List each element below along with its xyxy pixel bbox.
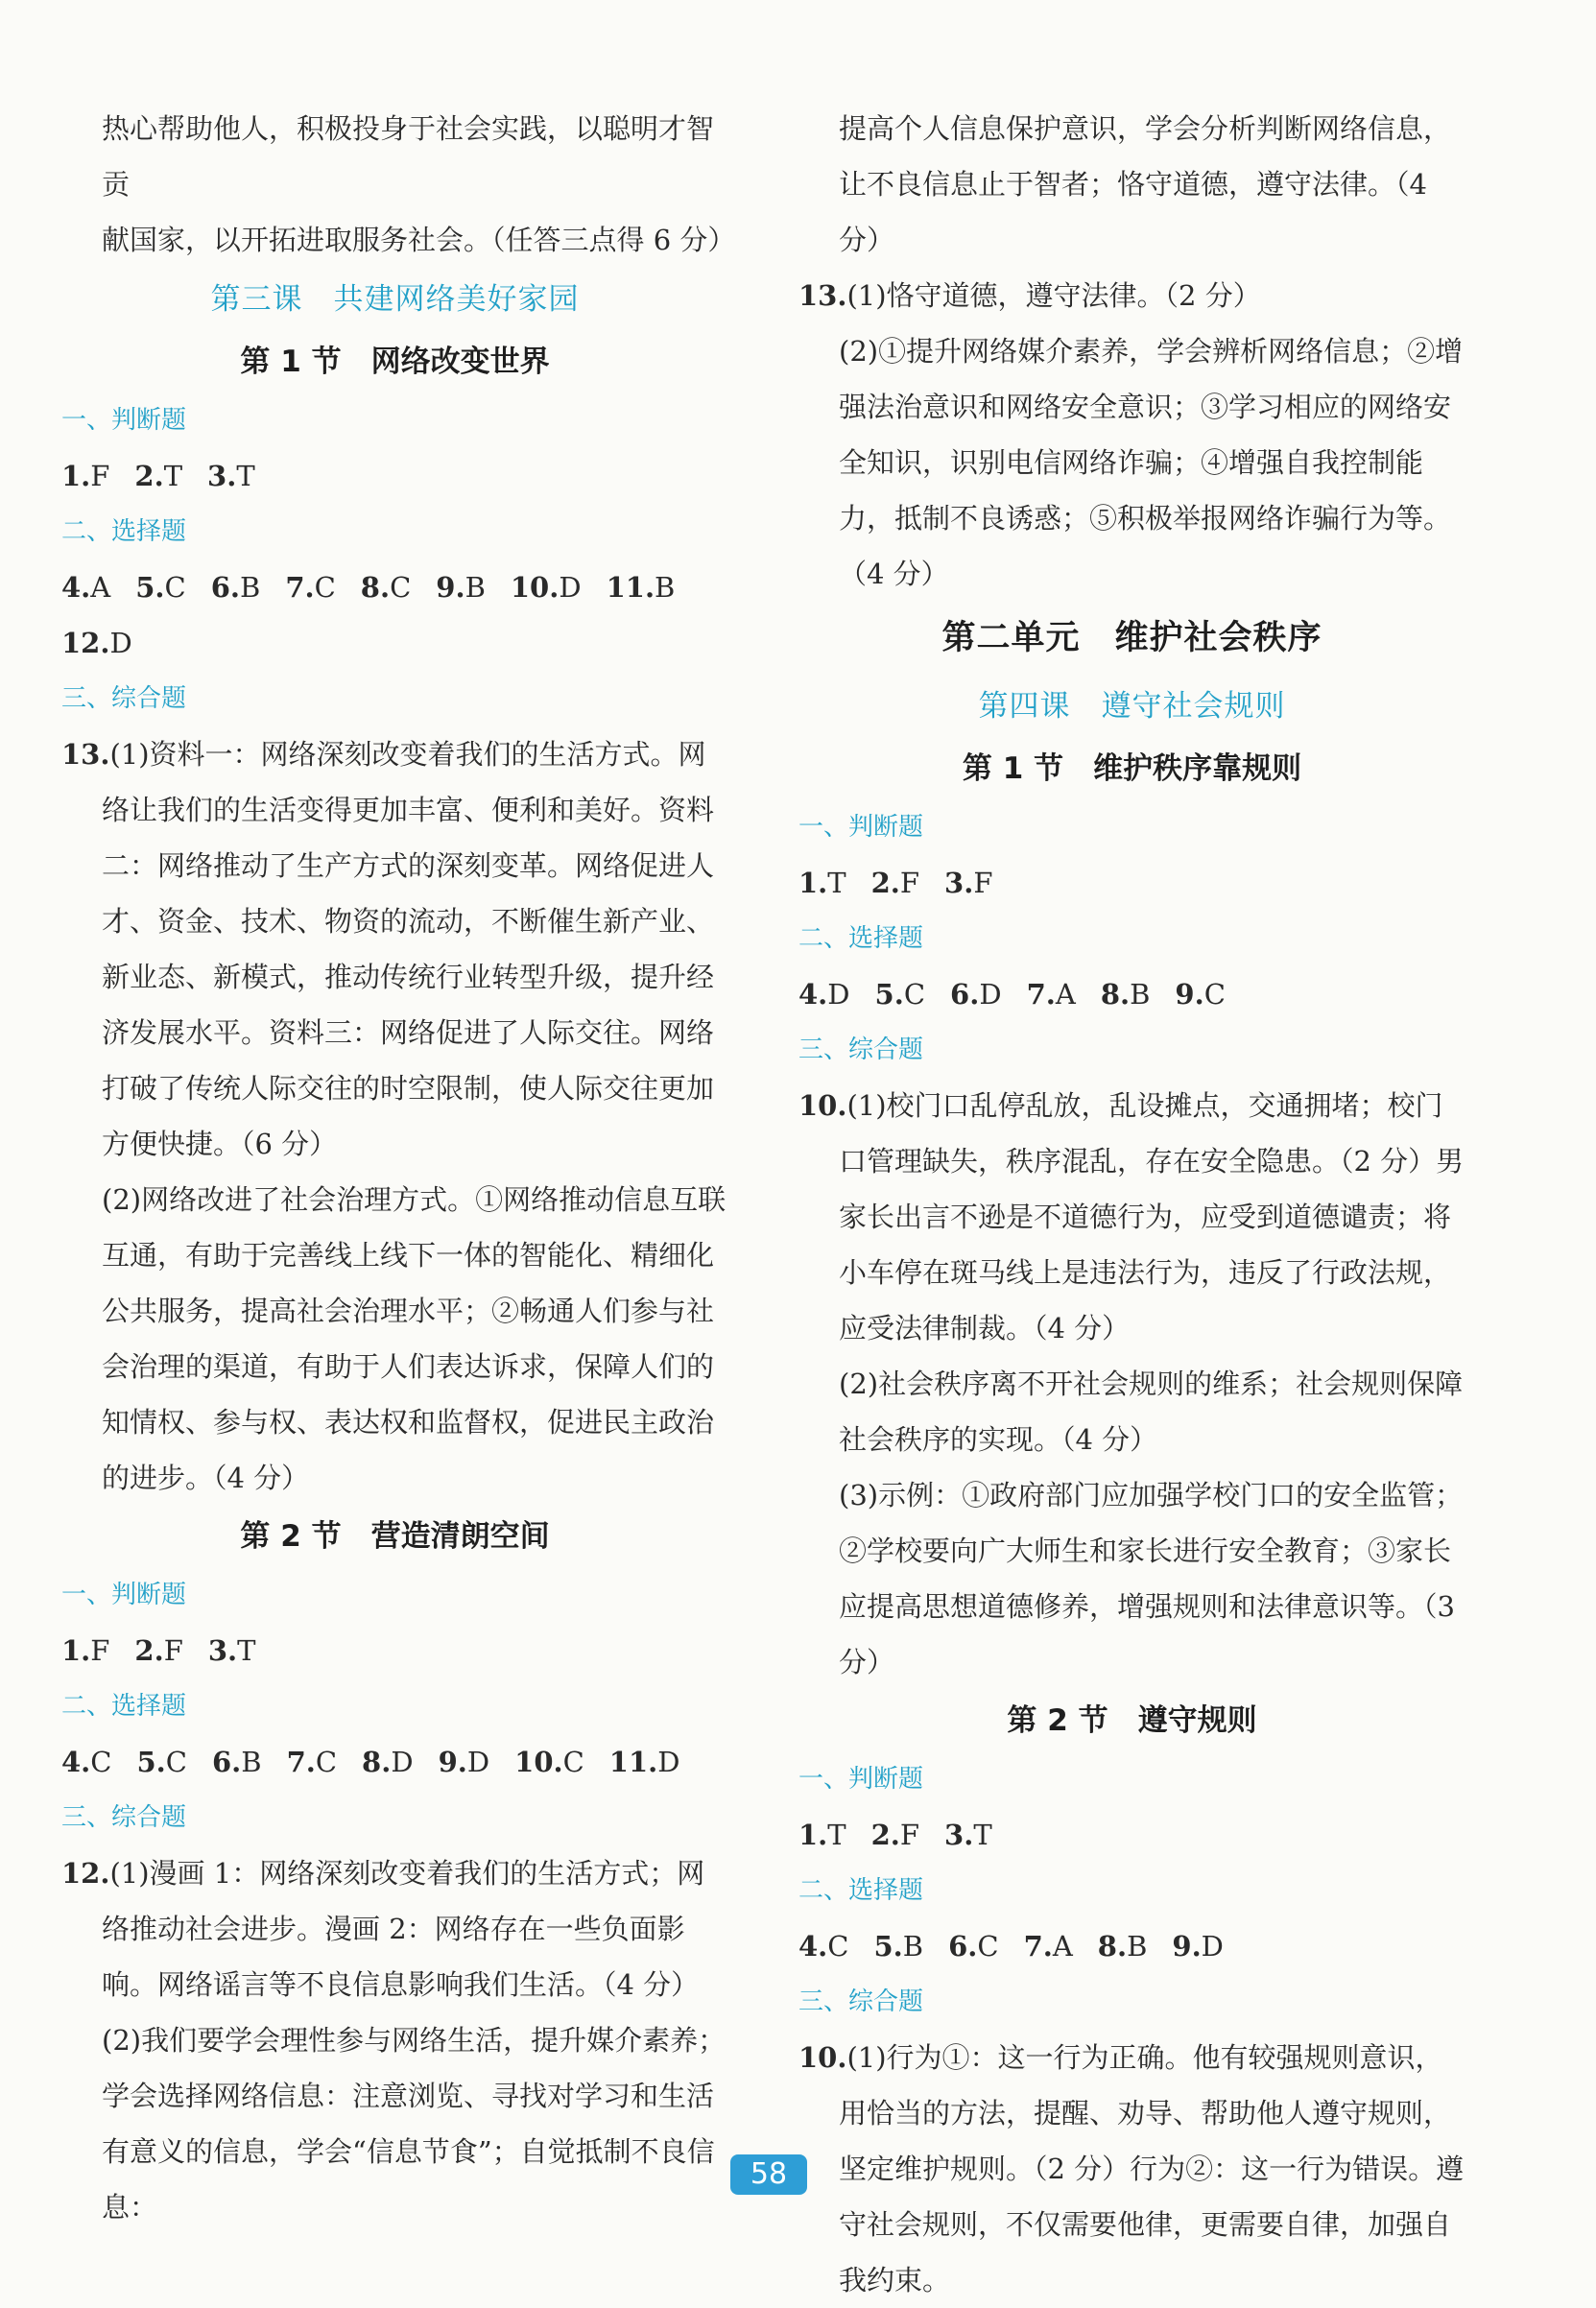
question-number: 10. <box>798 1089 847 1122</box>
category-choice: 二、选择题 <box>61 1692 187 1721</box>
answer-item <box>439 1746 490 1778</box>
answer-number: 2. <box>134 460 164 492</box>
answer-item <box>944 1819 992 1851</box>
question-13-part2: (2)网络改进了社会治理方式。①网络推动信息互联互通，有助于完善线上线下一体的智能化、精细化公共服务，提高社会治理水平；②畅通人们参与社会治理的渠道，有助于人们表达诉求，保障人们的知情权、参与权、表达权和监督权，促进民主政治的进步。（4 分） <box>102 1183 727 1494</box>
answer-letter: T <box>237 1634 256 1667</box>
answer-letter: B <box>1130 978 1151 1011</box>
judge-answers <box>798 1807 1465 1863</box>
category-judge: 一、判断题 <box>61 406 187 435</box>
answer-letter: C <box>165 1746 187 1778</box>
answer-number: 4. <box>798 1930 828 1963</box>
page-number: 58 <box>730 2154 807 2195</box>
answer-number: 8. <box>1097 1930 1128 1963</box>
answer-item <box>1101 978 1151 1011</box>
answer-number: 10. <box>510 571 560 604</box>
answer-item <box>511 571 582 604</box>
answer-item <box>208 1634 256 1667</box>
question-number: 13. <box>798 279 847 312</box>
answer-number: 3. <box>944 1819 974 1851</box>
left-column <box>61 101 736 2235</box>
answer-letter: F <box>90 460 110 492</box>
question-number: 10. <box>798 2041 847 2074</box>
answer-item <box>950 978 1002 1011</box>
section-2-title: 第 2 节 营造清朗空间 <box>240 1519 550 1554</box>
choice-answers-cont <box>61 615 728 671</box>
answer-item <box>1172 1930 1224 1963</box>
question-number: 12. <box>61 1857 110 1890</box>
category-comprehensive: 三、综合题 <box>798 1987 924 2016</box>
answer-item <box>607 571 676 604</box>
question-10-part3: (3)示例：①政府部门应加强学校门口的安全监管；②学校要向广大师生和家长进行安全教育；③家长应提高思想道德修养，增强规则和法律意识等。（3 分） <box>839 1479 1464 1678</box>
answer-number: 6. <box>948 1930 978 1963</box>
answer-number: 7. <box>286 1746 316 1778</box>
answer-letter: T <box>236 460 255 492</box>
answer-item <box>944 867 992 899</box>
question-10-part2: (2)社会秩序离不开社会规则的维系；社会规则保障社会秩序的实现。（4 分） <box>839 1368 1464 1456</box>
answer-item <box>1098 1930 1148 1963</box>
answer-number: 4. <box>61 571 91 604</box>
answer-number: 11. <box>606 571 655 604</box>
answer-letter: C <box>827 1930 849 1963</box>
answer-number: 4. <box>798 978 828 1011</box>
unit-2-title: 第二单元 维护社会秩序 <box>941 619 1322 657</box>
answer-letter: C <box>90 1746 112 1778</box>
answer-letter: C <box>164 571 186 604</box>
answer-item <box>871 867 919 899</box>
choice-answers <box>61 559 728 615</box>
answer-item <box>873 1930 923 1963</box>
answer-letter: B <box>465 571 486 604</box>
answer-item <box>514 1746 584 1778</box>
answer-letter: T <box>973 1819 992 1851</box>
answer-item <box>211 571 261 604</box>
category-judge: 一、判断题 <box>798 1765 924 1794</box>
section-2-title: 第 2 节 遵守规则 <box>1007 1703 1257 1738</box>
answer-number: 5. <box>873 1930 903 1963</box>
right-column <box>798 101 1465 2308</box>
answer-item <box>798 978 850 1011</box>
choice-answers <box>61 1734 728 1790</box>
answer-letter: C <box>315 1746 338 1778</box>
answer-number: 9. <box>436 571 465 604</box>
answer-number: 7. <box>1026 978 1056 1011</box>
answer-number: 9. <box>1175 978 1204 1011</box>
answer-letter: T <box>827 867 846 899</box>
answer-letter: D <box>466 1746 490 1778</box>
judge-answers <box>61 448 728 504</box>
choice-answers <box>798 966 1465 1022</box>
answer-number: 2. <box>870 1819 900 1851</box>
answer-number: 5. <box>874 978 904 1011</box>
answer-letter: C <box>314 571 336 604</box>
answer-number: 7. <box>1023 1930 1053 1963</box>
answer-letter: F <box>899 1819 920 1851</box>
answer-item <box>798 1819 846 1851</box>
answer-number: 8. <box>360 571 391 604</box>
answer-item <box>871 1819 919 1851</box>
answer-number: 6. <box>210 571 240 604</box>
answer-item <box>798 867 846 899</box>
answer-number: 2. <box>870 867 900 899</box>
answer-letter: C <box>562 1746 584 1778</box>
answer-item <box>61 571 110 604</box>
lesson-3-title: 第三课 共建网络美好家园 <box>210 282 580 317</box>
answer-letter: F <box>899 867 920 899</box>
answer-letter: F <box>90 1634 110 1667</box>
choice-answers <box>798 1918 1465 1974</box>
answer-letter: C <box>390 571 412 604</box>
answer-item <box>1027 978 1076 1011</box>
section-1-title: 第 1 节 维护秩序靠规则 <box>962 751 1302 786</box>
answer-letter: A <box>90 571 111 604</box>
answer-item <box>61 460 109 492</box>
answer-item <box>136 1746 186 1778</box>
answer-item <box>362 1746 414 1778</box>
answer-letter: F <box>973 867 993 899</box>
question-10-part1: 10.(1)行为①：这一行为正确。他有较强规则意识，用恰当的方法，提醒、劝导、帮助他人遵守规则，坚定维护规则。（2 分）行为②：这一行为错误。遵守社会规则，不仅需要他律，更需要自律，加强自我约束。 <box>798 2041 1465 2296</box>
answer-item <box>285 571 335 604</box>
answer-item <box>875 978 925 1011</box>
answer-number: 3. <box>944 867 974 899</box>
answer-number: 3. <box>207 1634 238 1667</box>
question-13-part1: 13.(1)恪守道德，遵守法律。（2 分） <box>798 279 1261 312</box>
answer-letter: B <box>902 1930 924 1963</box>
answer-item <box>61 627 132 659</box>
answer-letter: T <box>827 1819 846 1851</box>
answer-letter: C <box>903 978 926 1011</box>
answer-item <box>134 1634 182 1667</box>
answer-item <box>1175 978 1225 1011</box>
answer-item <box>798 1930 848 1963</box>
answer-number: 9. <box>438 1746 467 1778</box>
answer-item <box>287 1746 337 1778</box>
answer-number: 8. <box>1100 978 1131 1011</box>
answer-letter: D <box>827 978 850 1011</box>
answer-letter: D <box>657 1746 680 1778</box>
category-choice: 二、选择题 <box>798 924 924 953</box>
answer-item <box>207 460 255 492</box>
answer-number: 6. <box>211 1746 242 1778</box>
answer-number: 6. <box>950 978 980 1011</box>
section-1-title: 第 1 节 网络改变世界 <box>240 345 550 379</box>
answer-number: 9. <box>1172 1930 1202 1963</box>
answer-item <box>212 1746 262 1778</box>
answer-letter: D <box>1201 1930 1224 1963</box>
continued-paragraph: 提高个人信息保护意识，学会分析判断网络信息，让不良信息止于智者；恪守道德，遵守法律。（4 分） <box>839 112 1452 256</box>
answer-number: 1. <box>798 1819 828 1851</box>
answer-item <box>436 571 486 604</box>
answer-item <box>61 1746 111 1778</box>
answer-number: 3. <box>207 460 237 492</box>
answer-item <box>1024 1930 1073 1963</box>
category-choice: 二、选择题 <box>798 1876 924 1905</box>
category-comprehensive: 三、综合题 <box>798 1035 924 1064</box>
answer-number: 5. <box>136 1746 166 1778</box>
answer-number: 5. <box>135 571 165 604</box>
answer-number: 1. <box>61 460 91 492</box>
judge-answers <box>798 855 1465 911</box>
answer-letter: D <box>109 627 132 659</box>
question-12-part2: (2)我们要学会理性参与网络生活，提升媒介素养；学会选择网络信息：注意浏览、寻找对学习和生活有意义的信息，学会“信息节食”；自觉抵制不良信息： <box>102 2024 727 2224</box>
question-10-part1: 10.(1)校门口乱停乱放，乱设摊点，交通拥堵；校门口管理缺失，秩序混乱，存在安全隐患。（2 分）男家长出言不逊是不道德行为，应受到道德谴责；将小车停在斑马线上是违法行为，违反了行政法规，应受法律制裁。（4 分） <box>798 1089 1465 1344</box>
answer-number: 2. <box>134 1634 164 1667</box>
answer-letter: A <box>1052 1930 1073 1963</box>
answer-number: 7. <box>285 571 315 604</box>
category-comprehensive: 三、综合题 <box>61 1803 187 1832</box>
category-judge: 一、判断题 <box>798 813 924 842</box>
answer-letter: D <box>559 571 582 604</box>
answer-letter: B <box>241 1746 262 1778</box>
answer-item <box>134 460 182 492</box>
lesson-4-title: 第四课 遵守社会规则 <box>978 689 1286 724</box>
answer-letter: C <box>1203 978 1226 1011</box>
answer-item <box>361 571 411 604</box>
category-choice: 二、选择题 <box>61 517 187 546</box>
answer-item <box>948 1930 998 1963</box>
answer-number: 11. <box>608 1746 658 1778</box>
answer-number: 4. <box>61 1746 91 1778</box>
intro-paragraph: 热心帮助他人，积极投身于社会实践，以聪明才智贡 献国家，以开拓进取服务社会。（任答三点得 6 分） <box>102 112 736 256</box>
answer-number: 10. <box>514 1746 563 1778</box>
judge-answers <box>61 1623 728 1678</box>
answer-letter: D <box>391 1746 414 1778</box>
answer-letter: F <box>163 1634 183 1667</box>
question-13-part1: 13.(1)资料一：网络深刻改变着我们的生活方式。网络让我们的生活变得更加丰富、便利和美好。资料二：网络推动了生产方式的深刻变革。网络促进人才、资金、技术、物资的流动，不断催生新产业、新业态、新模式，推动传统行业转型升级，提升经济发展水平。资料三：网络促进了人际交往。网络打破了传统人际交往的时空限制，使人际交往更加方便快捷。（6 分） <box>61 738 715 1160</box>
question-12-part1: 12.(1)漫画 1：网络深刻改变着我们的生活方式；网络推动社会进步。漫画 2：网络存在一些负面影响。网络谣言等不良信息影响我们生活。（4 分） <box>61 1857 705 2001</box>
answer-letter: B <box>655 571 676 604</box>
answer-letter: D <box>979 978 1002 1011</box>
category-judge: 一、判断题 <box>61 1581 187 1609</box>
question-13-part2: (2)①提升网络媒介素养，学会辨析网络信息；②增强法治意识和网络安全意识；③学习相应的网络安全知识，识别电信网络诈骗；④增强自我控制能力，抵制不良诱惑；⑤积极举报网络诈骗行为等。（4 分） <box>839 335 1464 590</box>
answer-number: 1. <box>798 867 828 899</box>
answer-item <box>609 1746 680 1778</box>
answer-letter: B <box>1127 1930 1148 1963</box>
answer-item <box>61 1634 109 1667</box>
answer-letter: B <box>240 571 261 604</box>
answer-letter: A <box>1055 978 1076 1011</box>
answer-number: 8. <box>362 1746 392 1778</box>
answer-item <box>135 571 185 604</box>
answer-letter: T <box>163 460 183 492</box>
category-comprehensive: 三、综合题 <box>61 684 187 713</box>
answer-letter: C <box>977 1930 999 1963</box>
answer-number: 12. <box>61 627 110 659</box>
question-number: 13. <box>61 738 110 771</box>
answer-number: 1. <box>61 1634 91 1667</box>
